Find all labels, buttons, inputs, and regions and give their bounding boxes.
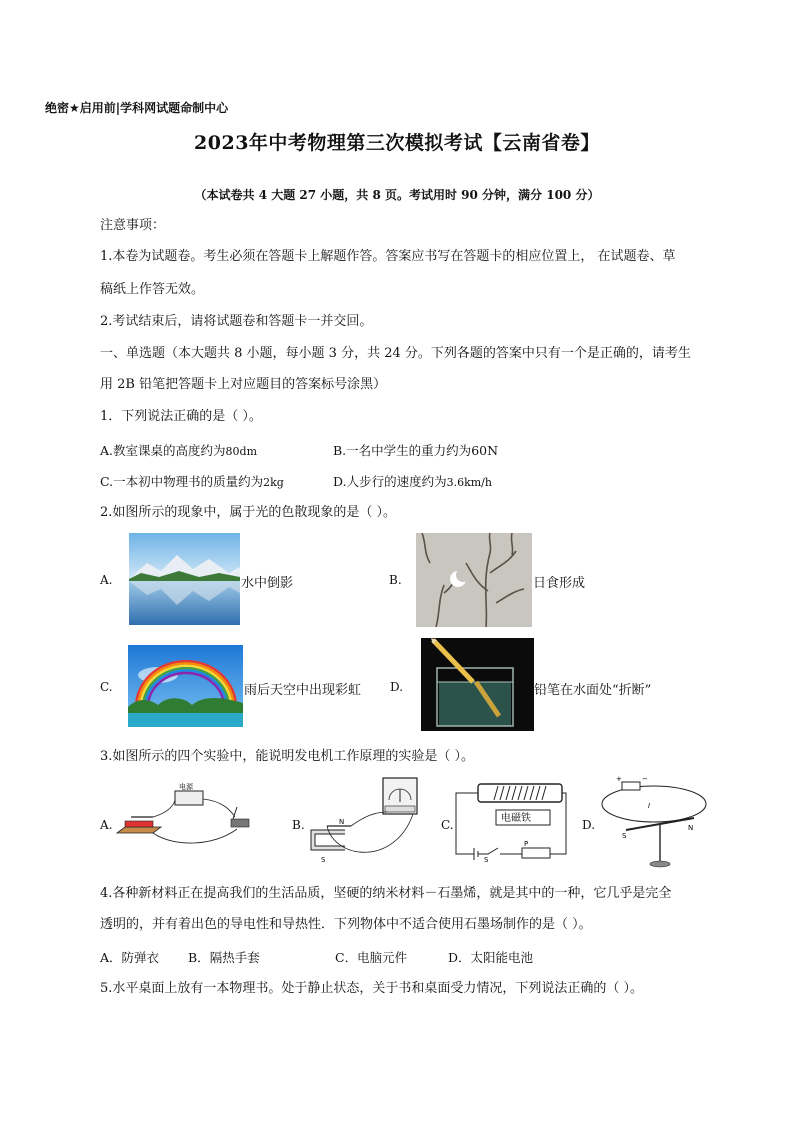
rainbow-image: [128, 645, 243, 727]
notice-item1-line1: 1.本卷为试题卷。考生必须在答题卡上解题作答。答案应书写在答题卡的相应位置上， 在试题卷、草: [100, 249, 676, 264]
lake-reflection-image: [129, 533, 240, 625]
option-letter: B.: [333, 443, 347, 458]
q3-c-letter: C.: [441, 818, 454, 832]
q3-b-letter: B.: [292, 818, 305, 832]
option-value: 80dm: [225, 445, 258, 458]
slider-p-label: P: [524, 840, 529, 848]
q2-b-letter: B.: [389, 573, 402, 587]
q4-line2: 透明的，并有着出色的导电性和导热性．下列物体中不适合使用石墨场制作的是（ ）。: [100, 917, 592, 932]
option-letter: D.: [333, 474, 347, 489]
switch-s-label: S: [484, 856, 489, 864]
q2-d-caption: 铅笔在水面处“折断”: [534, 683, 652, 698]
q5-stem: 5.水平桌面上放有一本物理书。处于静止状态，关于书和桌面受力情况，下列说法正确的（ ）。: [100, 981, 644, 996]
q2-c-caption: 雨后天空中出现彩虹: [244, 683, 362, 698]
exam-subtitle: （本试卷共 4 大题 27 小题，共 8 页。考试用时 90 分钟，满分 100 分）: [194, 188, 600, 202]
option-letter: D．: [448, 950, 471, 965]
minus-terminal-label: −: [642, 775, 648, 783]
option-text: 人步行的速度约为: [346, 474, 447, 489]
q1-stem: 1．下列说法正确的是（ ）。: [100, 409, 262, 424]
q3-diagram-b: [305, 776, 435, 868]
solar-eclipse-image: [416, 533, 532, 627]
q3-a-letter: A.: [100, 818, 113, 832]
option-text: 电脑元件: [357, 950, 408, 965]
option-value: 3.6km/h: [446, 476, 492, 489]
q3-diagram-c: [452, 778, 570, 864]
s-pole-label: S: [321, 856, 326, 864]
option-text: 教室课桌的高度约为: [113, 443, 226, 458]
option-text: 一本初中物理书的质量约为: [113, 474, 264, 489]
option-text: 一名中学生的重力约为: [346, 443, 472, 458]
electromagnet-label: 电磁铁: [501, 813, 531, 824]
option-letter: A.: [100, 443, 114, 458]
option-letter: B．: [188, 950, 210, 965]
pencil-in-water-image: [421, 638, 534, 731]
current-i-label: I: [648, 802, 651, 810]
q3-diagram-d: [596, 772, 708, 872]
plus-terminal-label: +: [616, 775, 622, 783]
q2-a-caption: 水中倒影: [241, 576, 294, 591]
q3-d-letter: D.: [582, 818, 596, 832]
needle-n-label: N: [688, 824, 694, 832]
q3-stem: 3.如图所示的四个实验中，能说明发电机工作原理的实验是（ ）。: [100, 749, 475, 764]
option-text: 太阳能电池: [470, 950, 534, 965]
notice-item2: 2.考试结束后，请将试题卷和答题卡一并交回。: [100, 314, 373, 329]
q2-a-letter: A.: [100, 573, 113, 587]
q2-b-caption: 日食形成: [533, 576, 586, 591]
secret-label: 绝密★启用前|学科网试题命制中心: [45, 101, 229, 115]
option-letter: C．: [335, 950, 358, 965]
q1-option-c: [100, 472, 284, 490]
option-text: 隔热手套: [209, 950, 260, 965]
q2-d-letter: D.: [390, 680, 404, 694]
notice-heading: 注意事项：: [100, 218, 166, 233]
q1-option-d: [333, 472, 492, 490]
option-value: 60N: [471, 443, 499, 458]
q4-line1: 4.各种新材料正在提高我们的生活品质，坚硬的纳米材料－石墨烯，就是其中的一种，它几乎是完全: [100, 886, 672, 901]
option-text: 防弹衣: [121, 950, 160, 965]
notice-item1-line2: 稿纸上作答无效。: [100, 282, 205, 297]
q1-option-b: [333, 441, 498, 459]
q3-diagram-a: [113, 781, 263, 851]
option-letter: A．: [100, 950, 122, 965]
section1-line1: 一、单选题（本大题共 8 小题，每小题 3 分，共 24 分。下列各题的答案中只有一个是正确的，请考生: [100, 346, 691, 361]
q2-c-letter: C.: [100, 680, 113, 694]
option-letter: C.: [100, 474, 114, 489]
q2-stem: 2.如图所示的现象中，属于光的色散现象的是（ ）。: [100, 505, 397, 520]
option-value: 2kg: [263, 476, 284, 489]
q1-option-a: [100, 441, 257, 459]
section1-line2: 用 2B 铅笔把答题卡上对应题目的答案标号涂黑）: [100, 377, 387, 392]
power-source-label: 电源: [179, 783, 193, 791]
exam-title: 2023年中考物理第三次模拟考试【云南省卷】: [194, 132, 600, 154]
q4-option-c: [335, 948, 407, 966]
needle-s-label: S: [622, 832, 627, 840]
q4-option-d: [448, 948, 533, 966]
q4-option-a: [100, 948, 159, 966]
n-pole-label: N: [339, 818, 345, 826]
q4-option-b: [188, 948, 260, 966]
